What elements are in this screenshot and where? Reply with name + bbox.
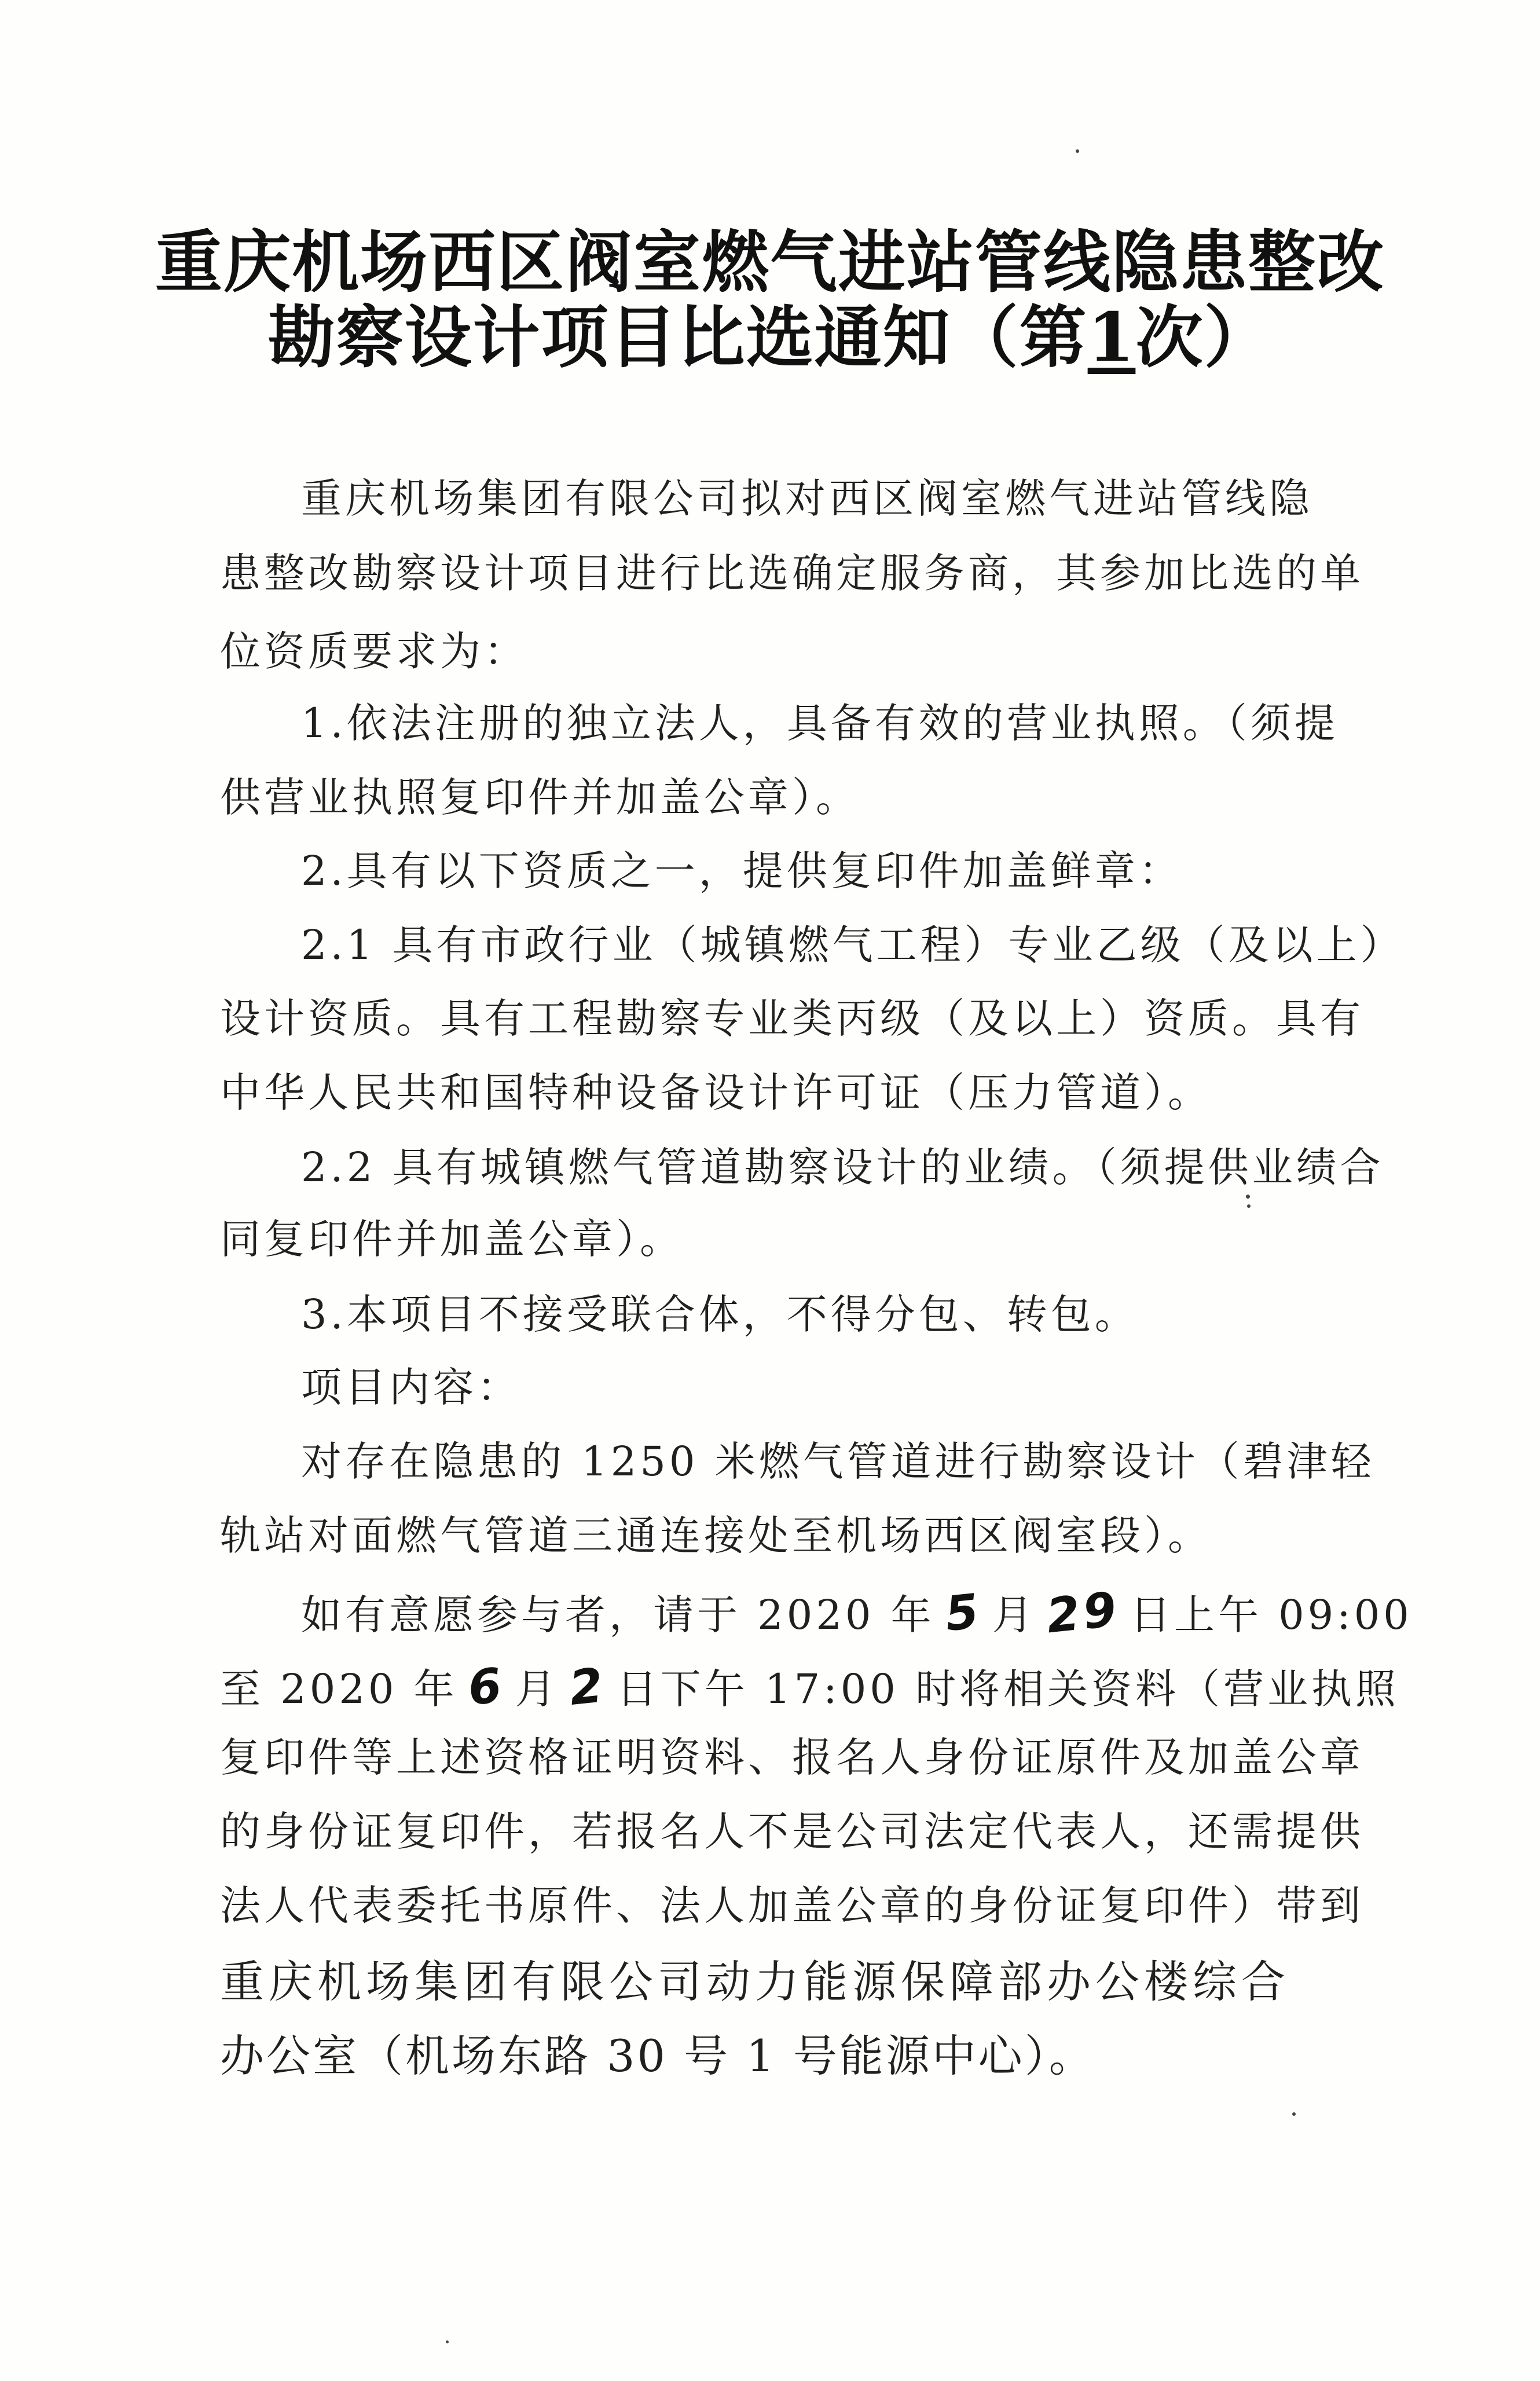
requirement-2-2: 2.2 具有城镇燃气管道勘察设计的业绩。（须提供业绩合: [301, 1144, 1384, 1191]
section-heading-project-content: 项目内容：: [301, 1364, 521, 1411]
date-line-1: [301, 1581, 1413, 1644]
requirement-1: 1.依法注册的独立法人，具备有效的营业执照。（须提: [301, 699, 1339, 747]
scan-speck: [446, 2340, 449, 2343]
scan-speck: [1292, 2112, 1296, 2116]
requirement-2-1: 2.1 具有市政行业（城镇燃气工程）专业乙级（及以上）: [301, 921, 1405, 969]
requirement-2: 2.具有以下资质之一，提供复印件加盖鲜章：: [301, 847, 1183, 895]
scan-speck: [1247, 1204, 1251, 1208]
body-line: 重庆机场集团有限公司动力能源保障部办公楼综合: [220, 1956, 1290, 2008]
handwritten-day: 2: [566, 1657, 609, 1717]
notice-round-number: 1: [1087, 298, 1136, 377]
body-line: 设计资质。具有工程勘察专业类丙级（及以上）资质。具有: [220, 995, 1364, 1042]
date-text: 日上午 09:00: [1130, 1591, 1413, 1639]
date-text: 月: [515, 1665, 559, 1713]
document-title-line-1: 重庆机场西区阀室燃气进站管线隐患整改: [155, 223, 1385, 302]
body-line: 法人代表委托书原件、法人加盖公章的身份证复印件）带到: [220, 1882, 1364, 1929]
date-text: 如有意愿参与者，请于 2020 年: [301, 1591, 935, 1639]
body-line: 同复印件并加盖公章）。: [220, 1215, 684, 1263]
title-suffix: 次）: [1135, 298, 1273, 377]
document-title-line-2: [0, 298, 1540, 377]
body-line: 供营业执照复印件并加盖公章）。: [220, 774, 860, 821]
date-line-2: [220, 1657, 1400, 1717]
date-text: 至 2020 年: [220, 1665, 458, 1713]
scan-speck: [1246, 1195, 1250, 1199]
body-line: 复印件等上述资格证明资料、报名人身份证原件及加盖公章: [220, 1734, 1364, 1781]
body-line: 的身份证复印件，若报名人不是公司法定代表人，还需提供: [220, 1808, 1364, 1855]
handwritten-day: 29: [1044, 1581, 1123, 1644]
date-text: 日下午 17:00 时将相关资料（营业执照: [616, 1665, 1400, 1713]
handwritten-month: 6: [465, 1657, 508, 1717]
scan-speck: [1076, 149, 1079, 153]
project-content-line: 对存在隐患的 1250 米燃气管道进行勘察设计（碧津轻: [301, 1438, 1375, 1485]
body-line: 患整改勘察设计项目进行比选确定服务商，其参加比选的单: [220, 550, 1364, 597]
requirement-3: 3.本项目不接受联合体，不得分包、转包。: [301, 1291, 1139, 1338]
body-line: 位资质要求为：: [220, 628, 528, 675]
body-line: 办公室（机场东路 30 号 1 号能源中心）。: [220, 2030, 1095, 2082]
handwritten-month: 5: [942, 1583, 985, 1643]
body-line: 重庆机场集团有限公司拟对西区阀室燃气进站管线隐: [301, 475, 1313, 522]
project-content-line: 轨站对面燃气管道三通连接处至机场西区阀室段）。: [220, 1512, 1212, 1559]
body-line: 中华人民共和国特种设备设计许可证（压力管道）。: [220, 1069, 1212, 1116]
date-text: 月: [992, 1591, 1036, 1639]
title-prefix: 勘察设计项目比选通知（第: [267, 298, 1088, 377]
